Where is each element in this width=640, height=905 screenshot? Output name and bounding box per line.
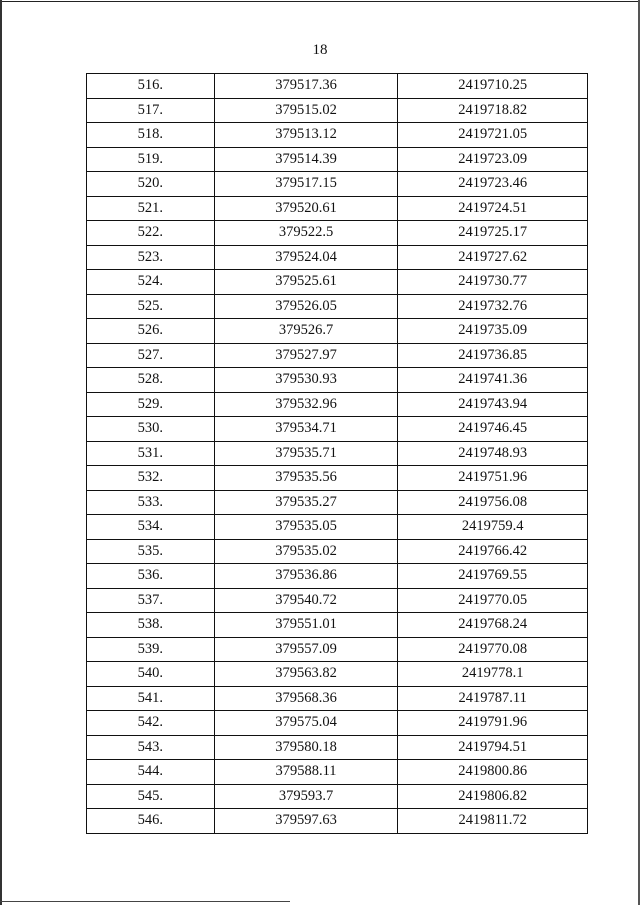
- y-coordinate-cell: 2419724.51: [398, 196, 588, 221]
- table-row: [87, 368, 588, 393]
- y-coordinate-cell: 2419730.77: [398, 270, 588, 295]
- point-number-cell: 516.: [87, 74, 215, 99]
- x-coordinate-cell: 379517.15: [214, 172, 398, 197]
- y-coordinate-cell: 2419787.11: [398, 686, 588, 711]
- table-row: [87, 417, 588, 442]
- point-number-cell: 545.: [87, 784, 215, 809]
- point-number-cell: 544.: [87, 760, 215, 785]
- point-number-cell: 528.: [87, 368, 215, 393]
- point-number-cell: 542.: [87, 711, 215, 736]
- table-row: [87, 270, 588, 295]
- point-number-cell: 543.: [87, 735, 215, 760]
- y-coordinate-cell: 2419723.46: [398, 172, 588, 197]
- table-row: [87, 637, 588, 662]
- y-coordinate-cell: 2419766.42: [398, 539, 588, 564]
- point-number-cell: 518.: [87, 123, 215, 148]
- x-coordinate-cell: 379557.09: [214, 637, 398, 662]
- page-number: 18: [312, 42, 328, 58]
- point-number-cell: 524.: [87, 270, 215, 295]
- point-number-cell: 523.: [87, 245, 215, 270]
- x-coordinate-cell: 379563.82: [214, 662, 398, 687]
- y-coordinate-cell: 2419736.85: [398, 343, 588, 368]
- point-number-cell: 519.: [87, 147, 215, 172]
- coordinate-table-body: [87, 74, 588, 834]
- x-coordinate-cell: 379513.12: [214, 123, 398, 148]
- table-row: [87, 784, 588, 809]
- scan-edge-top: [0, 1, 640, 2]
- x-coordinate-cell: 379588.11: [214, 760, 398, 785]
- table-row: [87, 564, 588, 589]
- x-coordinate-cell: 379517.36: [214, 74, 398, 99]
- table-row: [87, 196, 588, 221]
- y-coordinate-cell: 2419769.55: [398, 564, 588, 589]
- table-row: [87, 809, 588, 834]
- point-number-cell: 534.: [87, 515, 215, 540]
- point-number-cell: 517.: [87, 98, 215, 123]
- x-coordinate-cell: 379593.7: [214, 784, 398, 809]
- table-row: [87, 343, 588, 368]
- x-coordinate-cell: 379515.02: [214, 98, 398, 123]
- y-coordinate-cell: 2419751.96: [398, 466, 588, 491]
- point-number-cell: 533.: [87, 490, 215, 515]
- table-row: [87, 711, 588, 736]
- table-row: [87, 735, 588, 760]
- y-coordinate-cell: 2419794.51: [398, 735, 588, 760]
- point-number-cell: 527.: [87, 343, 215, 368]
- x-coordinate-cell: 379535.02: [214, 539, 398, 564]
- table-row: [87, 221, 588, 246]
- scan-edge-bottom: [0, 901, 290, 902]
- point-number-cell: 535.: [87, 539, 215, 564]
- coordinate-table: [86, 73, 588, 834]
- table-row: [87, 662, 588, 687]
- y-coordinate-cell: 2419756.08: [398, 490, 588, 515]
- scan-edge-left: [0, 0, 2, 905]
- point-number-cell: 539.: [87, 637, 215, 662]
- point-number-cell: 529.: [87, 392, 215, 417]
- point-number-cell: 541.: [87, 686, 215, 711]
- y-coordinate-cell: 2419806.82: [398, 784, 588, 809]
- point-number-cell: 536.: [87, 564, 215, 589]
- x-coordinate-cell: 379527.97: [214, 343, 398, 368]
- x-coordinate-cell: 379526.7: [214, 319, 398, 344]
- point-number-cell: 525.: [87, 294, 215, 319]
- table-row: [87, 515, 588, 540]
- y-coordinate-cell: 2419770.08: [398, 637, 588, 662]
- y-coordinate-cell: 2419778.1: [398, 662, 588, 687]
- x-coordinate-cell: 379580.18: [214, 735, 398, 760]
- y-coordinate-cell: 2419721.05: [398, 123, 588, 148]
- x-coordinate-cell: 379532.96: [214, 392, 398, 417]
- table-row: [87, 294, 588, 319]
- x-coordinate-cell: 379520.61: [214, 196, 398, 221]
- y-coordinate-cell: 2419727.62: [398, 245, 588, 270]
- y-coordinate-cell: 2419759.4: [398, 515, 588, 540]
- x-coordinate-cell: 379597.63: [214, 809, 398, 834]
- x-coordinate-cell: 379534.71: [214, 417, 398, 442]
- point-number-cell: 530.: [87, 417, 215, 442]
- x-coordinate-cell: 379540.72: [214, 588, 398, 613]
- table-row: [87, 686, 588, 711]
- point-number-cell: 520.: [87, 172, 215, 197]
- point-number-cell: 531.: [87, 441, 215, 466]
- point-number-cell: 540.: [87, 662, 215, 687]
- point-number-cell: 521.: [87, 196, 215, 221]
- x-coordinate-cell: 379525.61: [214, 270, 398, 295]
- table-row: [87, 539, 588, 564]
- y-coordinate-cell: 2419743.94: [398, 392, 588, 417]
- table-row: [87, 760, 588, 785]
- x-coordinate-cell: 379524.04: [214, 245, 398, 270]
- table-row: [87, 74, 588, 99]
- y-coordinate-cell: 2419710.25: [398, 74, 588, 99]
- y-coordinate-cell: 2419800.86: [398, 760, 588, 785]
- x-coordinate-cell: 379535.27: [214, 490, 398, 515]
- y-coordinate-cell: 2419811.72: [398, 809, 588, 834]
- point-number-cell: 522.: [87, 221, 215, 246]
- table-row: [87, 245, 588, 270]
- table-row: [87, 319, 588, 344]
- point-number-cell: 532.: [87, 466, 215, 491]
- x-coordinate-cell: 379535.05: [214, 515, 398, 540]
- table-row: [87, 123, 588, 148]
- point-number-cell: 546.: [87, 809, 215, 834]
- x-coordinate-cell: 379535.56: [214, 466, 398, 491]
- table-row: [87, 392, 588, 417]
- table-row: [87, 588, 588, 613]
- point-number-cell: 526.: [87, 319, 215, 344]
- point-number-cell: 537.: [87, 588, 215, 613]
- y-coordinate-cell: 2419770.05: [398, 588, 588, 613]
- table-row: [87, 172, 588, 197]
- y-coordinate-cell: 2419768.24: [398, 613, 588, 638]
- y-coordinate-cell: 2419748.93: [398, 441, 588, 466]
- table-row: [87, 490, 588, 515]
- table-row: [87, 441, 588, 466]
- x-coordinate-cell: 379551.01: [214, 613, 398, 638]
- x-coordinate-cell: 379535.71: [214, 441, 398, 466]
- x-coordinate-cell: 379575.04: [214, 711, 398, 736]
- y-coordinate-cell: 2419735.09: [398, 319, 588, 344]
- x-coordinate-cell: 379536.86: [214, 564, 398, 589]
- y-coordinate-cell: 2419718.82: [398, 98, 588, 123]
- y-coordinate-cell: 2419746.45: [398, 417, 588, 442]
- x-coordinate-cell: 379526.05: [214, 294, 398, 319]
- y-coordinate-cell: 2419741.36: [398, 368, 588, 393]
- y-coordinate-cell: 2419791.96: [398, 711, 588, 736]
- point-number-cell: 538.: [87, 613, 215, 638]
- table-row: [87, 98, 588, 123]
- y-coordinate-cell: 2419723.09: [398, 147, 588, 172]
- table-row: [87, 147, 588, 172]
- table-row: [87, 613, 588, 638]
- x-coordinate-cell: 379522.5: [214, 221, 398, 246]
- y-coordinate-cell: 2419725.17: [398, 221, 588, 246]
- x-coordinate-cell: 379514.39: [214, 147, 398, 172]
- table-row: [87, 466, 588, 491]
- x-coordinate-cell: 379530.93: [214, 368, 398, 393]
- x-coordinate-cell: 379568.36: [214, 686, 398, 711]
- y-coordinate-cell: 2419732.76: [398, 294, 588, 319]
